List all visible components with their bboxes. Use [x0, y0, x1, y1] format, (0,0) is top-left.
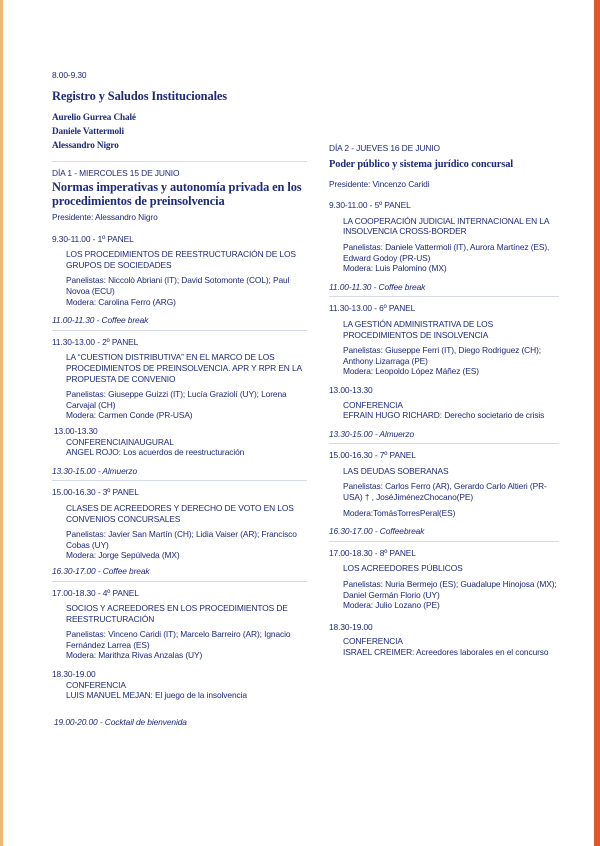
panel4-panelists: Panelistas: Vinceno Caridi (IT); Marcelo Barreiro (AR); Ignacio Fernández Larrea (ES): [66, 629, 291, 650]
panel4-time: 17.00-18.30 - 4º PANEL: [52, 587, 139, 598]
panel3-time: 15.00-16.30 - 3º PANEL: [52, 487, 139, 498]
day2-coffee-break-1: 11.00-11.30 - Coffee break: [329, 281, 426, 292]
day1-coffee-break-2: 16.30-17.00 - Coffee break: [52, 565, 150, 576]
panel4-topic: SOCIOS Y ACREEDORES EN LOS PROCEDIMIENTOS DE REESTRUCTURACIÓN: [66, 603, 288, 624]
day2-conference2-kind: CONFERENCIA: [343, 636, 403, 647]
panel3-topic: CLASES DE ACREEDORES Y DERECHO DE VOTO EN LOS CONVENIOS CONCURSALES: [66, 502, 294, 524]
day2-president: Presidente: Vincenzo Caridi: [329, 178, 430, 189]
panel5-topic: LA COOPERACIÓN JUDICIAL INTERNACIONAL EN LA INSOLVENCIA CROSS-BORDER: [343, 215, 549, 237]
panel5-moderator: Modera: Luis Palomino (MX): [343, 263, 447, 274]
panel7-moderator: Modera:TomásTorresPeral(ES): [343, 507, 456, 518]
opening-speakers: [52, 111, 307, 152]
panel3-panelists: Panelistas: Javier San Martín (CH); Lidia Vaiser (AR); Francisco Cobas (UY): [66, 529, 297, 550]
panel7-topic: LAS DEUDAS SOBERANAS: [343, 465, 449, 476]
divider: [52, 581, 307, 582]
speaker-name: Daniele Vattermoli: [52, 125, 124, 136]
day1-conference2-text: LUIS MANUEL MEJAN: El juego de la insolvencia: [66, 690, 247, 701]
opening-time: 8.00-9.30: [52, 70, 87, 80]
panel8-panelists: Panelistas: Nuria Bermejo (ES); Guadalupe Hinojosa (MX); Daniel Germán Florio (UY): [343, 579, 557, 600]
panel8-topic: LOS ACREEDORES PÚBLICOS: [343, 563, 463, 574]
panel7-panelists: Panelistas: Carlos Ferro (AR), Gerardo Carlo Altieri (PR-USA) † , JoséJiménezChocano(PE): [343, 481, 547, 503]
day1-conference1-text: ANGEL ROJO: Los acuerdos de reestructuración: [66, 447, 245, 458]
day2-conference2-text: ISRAEL CREIMER: Acreedores laborales en el concurso: [343, 647, 549, 657]
panel6-time: 11.30-13.00 - 6º PANEL: [329, 303, 416, 314]
day2-conference1-kind: CONFERENCIA: [343, 399, 403, 410]
panel7-time: 15.00-16.30 - 7º PANEL: [329, 450, 416, 461]
panel4-moderator: Modera: Marithza Rivas Anzalas (UY): [66, 650, 203, 661]
day1-title: Normas imperativas y autonomía privada en los procedimientos de preinsolvencia: [52, 180, 302, 208]
day1-conference2-time: 18.30-19.00: [52, 669, 96, 680]
day1-cocktail: 19.00-20.00 - Cocktail de bienvenida: [54, 716, 187, 727]
panel2-panelists: Panelistas: Giuseppe Guizzi (IT); Lucía Graziolí (UY); Lorena Carvajal (CH): [66, 389, 287, 410]
day2-conference2: [329, 632, 559, 657]
day2-conference1: [329, 396, 559, 421]
panel5-panelists: Panelistas: Daniele Vattermoli (IT), Aurora Martínez (ES), Edward Godoy (PR-US): [343, 241, 550, 263]
left-accent-bar: [0, 0, 3, 846]
panel8-moderator: Modera: Julio Lozano (PE): [343, 600, 440, 611]
speaker-name: Aurelio Gurrea Chalé: [52, 112, 136, 123]
divider: [329, 443, 559, 444]
panel6-topic: LA GESTIÓN ADMINISTRATIVA DE LOS PROCEDIMIENTOS DE INSOLVENCIA: [343, 318, 494, 340]
panel5-time: 9.30-11.00 - 5º PANEL: [329, 200, 411, 211]
panel5: [329, 211, 559, 274]
day1-label: DÍA 1 - MIERCOLES 15 DE JUNIO: [52, 168, 180, 179]
day1-coffee-break-1: 11.00-11.30 - Coffee break: [52, 315, 149, 326]
divider: [329, 296, 559, 297]
day1-president: Presidente: Alessandro Nigro: [52, 212, 158, 223]
panel7: [329, 461, 559, 518]
panel8: [329, 558, 559, 610]
panel4: [52, 598, 307, 661]
day1-conference1-kind: CONFERENCIAINAUGURAL: [66, 436, 174, 447]
day1-conference1: [52, 437, 307, 458]
panel2: [52, 347, 307, 421]
day2-conference2-time: 18.30-19.00: [329, 621, 373, 632]
panel6-moderator: Modera: Leopoldo López Máñez (ES): [343, 366, 479, 377]
divider: [52, 161, 307, 162]
panel6: [329, 314, 559, 377]
day1-lunch: 13.30-15.00 - Almuerzo: [52, 465, 138, 476]
day2-label: DÍA 2 - JUEVES 16 DE JUNIO: [329, 143, 440, 153]
day1-conference2-kind: CONFERENCIA: [66, 679, 126, 690]
day2-conference1-time: 13.00-13.30: [329, 384, 373, 395]
panel2-time: 11.30-13.00 - 2º PANEL: [52, 336, 139, 347]
panel8-time: 17.00-18.30 - 8º PANEL: [329, 547, 416, 558]
panel1-topic: LOS PROCEDIMIENTOS DE REESTRUCTURACIÓN DE LOS GRUPOS DE SOCIEDADES: [66, 249, 296, 270]
day2-lunch: 13.30-15.00 - Almuerzo: [329, 428, 415, 439]
left-column: [52, 70, 307, 727]
speaker-name: Alessandro Nigro: [52, 139, 119, 150]
opening-title: Registro y Saludos Institucionales: [52, 88, 228, 103]
day2-coffee-break-2: 16.30-17.00 - Coffeebreak: [329, 526, 425, 537]
panel2-moderator: Modera: Carmen Conde (PR-USA): [66, 410, 193, 421]
divider: [52, 480, 307, 481]
divider: [329, 541, 559, 542]
day1-conference2: [52, 680, 307, 701]
day2-conference1-text: EFRAIN HUGO RICHARD: Derecho societario de crisis: [343, 410, 545, 421]
day1-conference1-time: 13.00-13.30: [54, 425, 98, 436]
right-column: [329, 143, 559, 658]
panel1-panelists: Panelistas: Niccolò Abriani (IT); David Sotomonte (COL); Paul Novoa (ECU): [66, 275, 290, 297]
panel3: [52, 498, 307, 561]
day2-title: Poder público y sistema jurídico concursal: [329, 158, 514, 170]
panel2-topic: LA “CUESTION DISTRIBUTIVA” EN EL MARCO DE LOS PROCEDIMIENTOS DE PREINSOLVENCIA. APR Y RPR EN LA PROPUESTA DE CONVENIO: [66, 352, 302, 384]
panel1-time: 9.30-11.00 - 1º PANEL: [52, 233, 134, 244]
panel1-moderator: Modera: Carolina Ferro (ARG): [66, 296, 176, 307]
panel6-panelists: Panelistas: Giuseppe Ferri (IT), Diego Rodriguez (CH); Anthony Lizarraga (PE): [343, 345, 541, 366]
right-accent-bar: [594, 0, 600, 846]
panel3-moderator: Modera: Jorge Sepúlveda (MX): [66, 550, 180, 561]
panel1: [52, 244, 307, 307]
divider: [52, 330, 307, 331]
